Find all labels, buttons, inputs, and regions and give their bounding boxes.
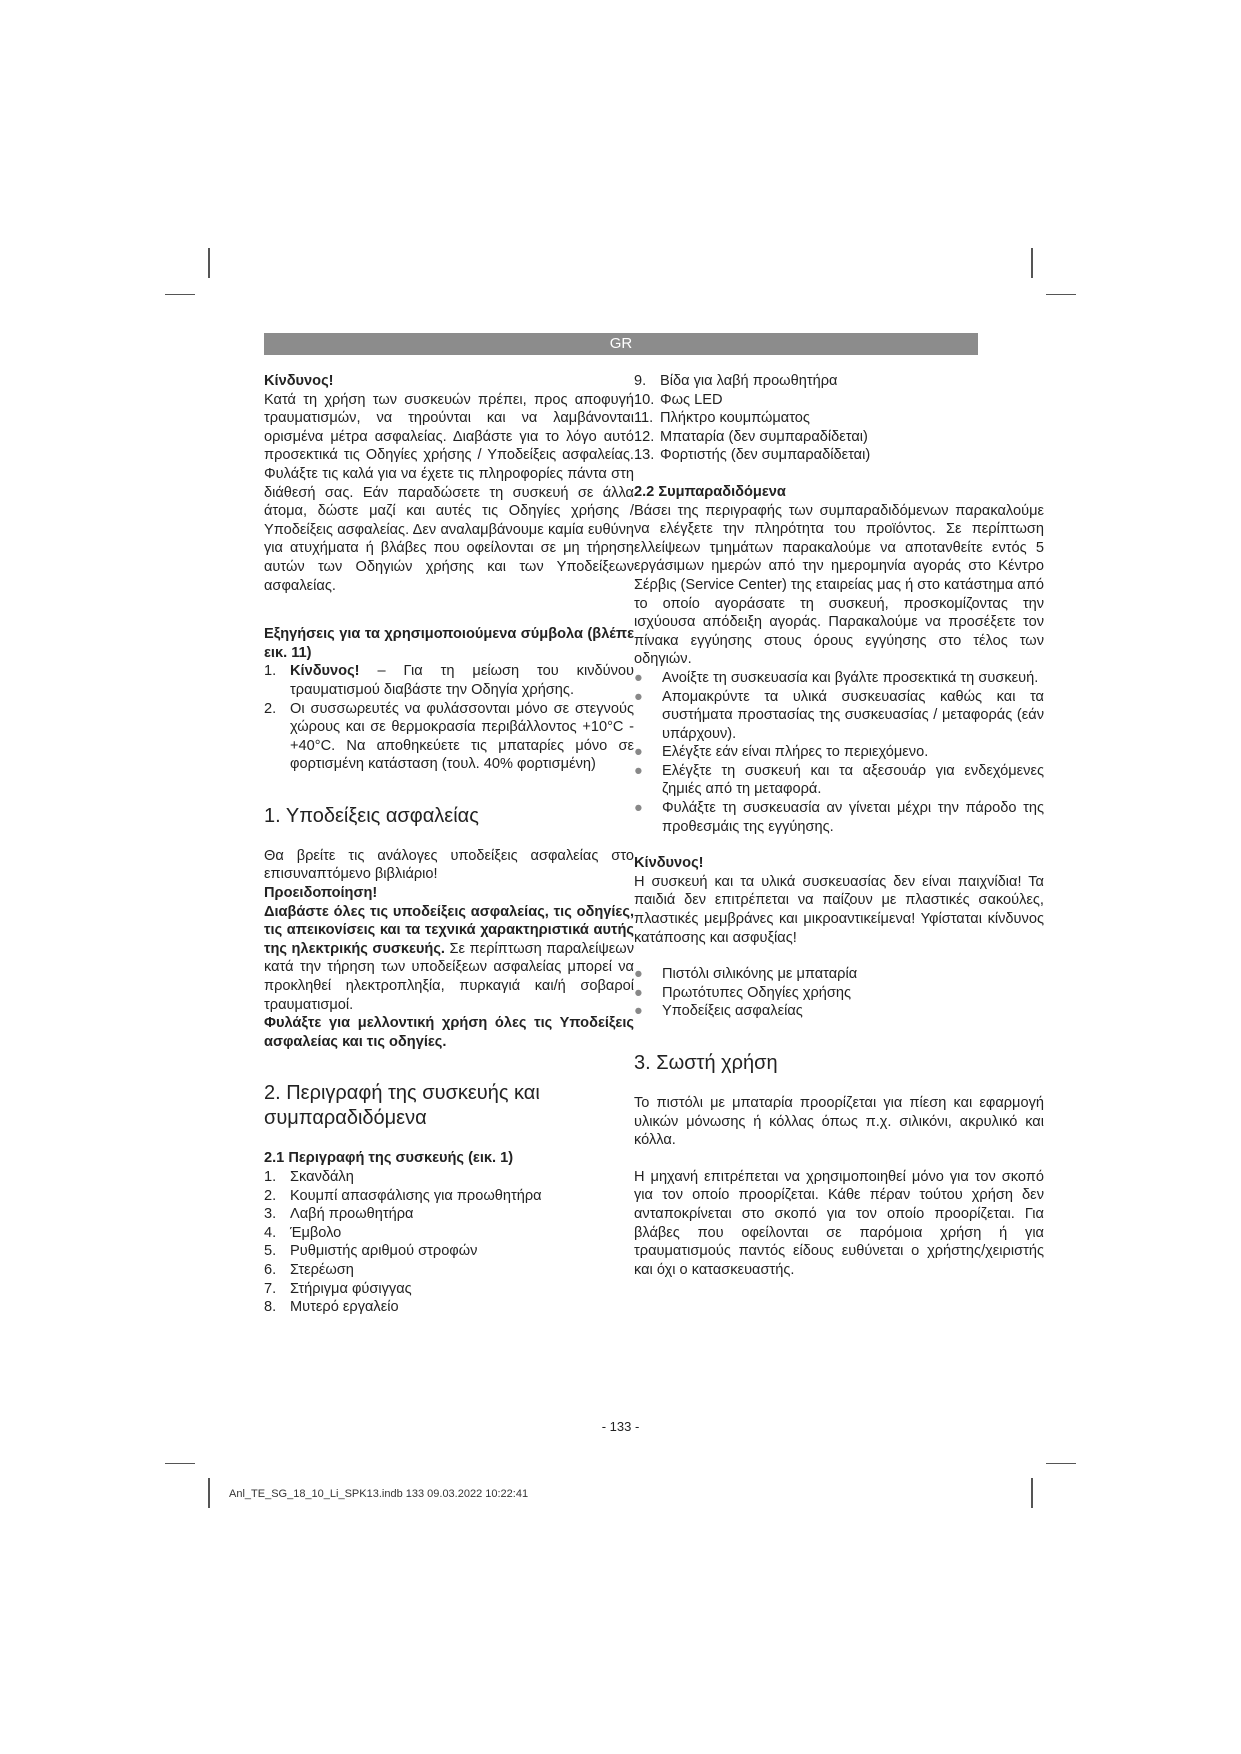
list-item: 9. Βίδα για λαβή προωθητήρα — [634, 373, 838, 389]
bullet-icon: ● — [634, 984, 643, 1001]
supplied-list — [634, 965, 1044, 1021]
list-item: 6. Στερέωση — [264, 1261, 354, 1278]
section-2-2-title: 2.2 Συμπαραδιδόμενα — [634, 483, 786, 500]
danger-text: Η συσκευή και τα υλικά συσκευασίας δεν είναι παιχνίδια! Τα παιδιά δεν επιτρέπεται να παίζουν με πλαστικές σακούλες, πλαστικές μεμβράνες και μικροαντικείμενα! Υφίσταται κίνδυνος κατάποσης και ασφυξίας! — [634, 873, 1044, 946]
check-list — [634, 669, 1044, 836]
symbols-heading: Εξηγήσεις για τα χρησιμοποιούμενα σύμβολα (βλέπε εικ. 11) — [264, 626, 634, 661]
crop-mark — [165, 294, 195, 295]
section-3-title: 3. Σωστή χρήση — [634, 1052, 778, 1074]
list-item: 1. Σκανδάλη — [264, 1169, 354, 1185]
crop-mark — [208, 1478, 210, 1508]
parts-list — [264, 1168, 634, 1317]
language-code: GR — [609, 335, 633, 352]
list-item: ● Απομακρύντε τα υλικά συσκευασίας καθώς και τα συστήματα προστασίας της συσκευασίας / μεταφοράς (εάν υπάρχουν). — [634, 688, 1044, 742]
list-item: 2. Κουμπί απασφάλισης για προωθητήρα — [264, 1187, 542, 1204]
crop-mark — [1046, 1463, 1076, 1464]
list-item: ● Φυλάξτε τη συσκευασία αν γίνεται μέχρι την πάροδο της προθεσμάις της εγγύησης. — [634, 800, 1044, 835]
crop-mark — [1031, 248, 1033, 278]
list-item: 8. Μυτερό εργαλείο — [264, 1299, 399, 1316]
crop-mark — [1031, 1478, 1033, 1508]
section-1-title: 1. Υποδείξεις ασφαλείας — [264, 804, 479, 827]
symbol-item: 1. Κίνδυνος! – Για τη μείωση του κινδύνου τραυματισμού διαβάστε την Οδηγία χρήσης. — [264, 663, 634, 698]
list-item: ● Ανοίξτε τη συσκευασία και βγάλτε προσεκτικά τη συσκευή. — [634, 669, 1039, 686]
list-item: ● Ελέγξτε εάν είναι πλήρες το περιεχόμενο. — [634, 744, 929, 761]
list-item: ● Πρωτότυπες Οδηγίες χρήσης — [634, 984, 852, 1001]
warning-title: Προειδοποίηση! — [264, 885, 378, 902]
bullet-icon: ● — [634, 966, 643, 983]
list-item: ● Ελέγξτε τη συσκευή και τα αξεσουάρ για ενδεχόμενες ζημιές από τη μεταφορά. — [634, 762, 1044, 798]
right-column — [634, 372, 1044, 1279]
section-3-text: Η μηχανή επιτρέπεται να χρησιμοποιηθεί μόνο για τον σκοπό για τον οποίο προορίζεται. Κάθε πέραν τούτου χρήση δεν ανταποκρίνεται στο σκοπό για τον οποίο προορίζεται. Για βλάβες που οφείλονται σε παρόμοια χρήση ή για τραυματισμούς παντός είδους ευθύνεται ο χρήστης/χειριστής και όχι ο κατασκευαστής. — [634, 1168, 1044, 1278]
list-item: 10. Φως LED — [634, 391, 723, 408]
language-header-bar — [264, 333, 978, 355]
bullet-icon: ● — [634, 800, 643, 817]
left-column — [264, 372, 634, 1317]
list-item: 5. Ρυθμιστής αριθμού στροφών — [264, 1243, 478, 1260]
danger-title: Κίνδυνος! — [634, 855, 704, 872]
crop-mark — [208, 248, 210, 278]
danger-title: Κίνδυνος! — [264, 373, 334, 389]
list-item: 12. Μπαταρία (δεν συμπαραδίδεται) — [634, 428, 868, 445]
crop-mark — [165, 1463, 195, 1464]
section-2-1-title: 2.1 Περιγραφή της συσκευής (εικ. 1) — [264, 1150, 514, 1167]
bullet-icon: ● — [634, 1003, 643, 1020]
list-item: ● Υποδείξεις ασφαλείας — [634, 1003, 803, 1020]
keep-instructions: Φυλάξτε για μελλοντική χρήση όλες τις Υποδείξεις ασφαλείας και τις οδηγίες. — [264, 1015, 634, 1050]
list-item: 7. Στήριγμα φύσιγγας — [264, 1280, 412, 1297]
section-2-2-text: Βάσει της περιγραφής των συμπαραδιδόμενων παρακαλούμε να ελέγξετε την πληρότητα του προϊόντος. Σε περίπτωση ελλείψεων τμημάτων παρακαλούμε να αποτανθείτε εντός 5 εργάσιμων ημερών από την ημερομηνία αγοράς στο Κέντρο Σέρβις (Service Center) της εταιρείας μας ή στο κατάστημα από το οποίο αγοράσατε τη συσκευή, προσκομίζοντας την ισχύουσα απόδειξη αγοράς. Παρακαλούμε να προσέξετε τον πίνακα εγγύησης στους όρους εγγύησης στο τέλος των οδηγιών. — [634, 502, 1044, 668]
list-item: 4. Έμβολο — [264, 1224, 342, 1241]
list-item: 3. Λαβή προωθητήρα — [264, 1206, 414, 1223]
list-item: ● Πιστόλι σιλικόνης με μπαταρία — [634, 966, 858, 983]
section-2-title: 2. Περιγραφή της συσκευής και συμπαραδιδόμενα — [264, 1082, 540, 1130]
bullet-icon: ● — [634, 669, 643, 686]
section-1-text: Θα βρείτε τις ανάλογες υποδείξεις ασφαλείας στο επισυναπτόμενο βιβλιάριο! — [264, 847, 634, 883]
parts-list-continued — [634, 372, 1044, 465]
list-item: 11. Πλήκτρο κουμπώματος — [634, 410, 810, 427]
crop-mark — [1046, 294, 1076, 295]
danger-text: Κατά τη χρήση των συσκευών πρέπει, προς αποφυγή τραυματισμών, να τηρούνται και να λαμβάνονται ορισμένα μέτρα ασφαλείας. Διαβάστε για το λόγο αυτό προσεκτικά τις Οδηγίες χρήσης / Υποδείξεις ασφαλείας. Φυλάξτε τις καλά για να έχετε τις πληροφορίες πάντα στη διάθεσή σας. Εάν παραδώσετε τη συσκευή σε άλλα άτομα, δώστε μαζί και αυτές τις Οδηγίες χρήσης / Υποδείξεις ασφαλείας. Δεν αναλαμβάνουμε καμία ευθύνη για ατυχήματα ή βλάβες που οφείλονται σε μη τήρηση αυτών των Οδηγιών χρήσης και των Υποδείξεων ασφαλείας. — [264, 391, 634, 594]
print-file-info: Anl_TE_SG_18_10_Li_SPK13.indb 133 09.03.2022 10:22:41 — [229, 1488, 529, 1500]
bullet-icon: ● — [634, 762, 643, 779]
bullet-icon: ● — [634, 744, 643, 761]
symbol-item: 2. Οι συσσωρευτές να φυλάσσονται μόνο σε στεγνούς χώρους και σε θερμοκρασία περιβάλλοντος +10°C - +40°C. Να αποθηκεύετε τις μπαταρίες μόνο σε φορτισμένη κατάσταση (τουλ. 40% φορτισμένη) — [264, 700, 634, 773]
page-number: - 133 - — [601, 1419, 640, 1434]
bullet-icon: ● — [634, 688, 643, 705]
section-3-text: Το πιστόλι με μπαταρία προορίζεται για πίεση και εφαρμογή υλικών μόνωσης ή κόλλας όπως π.χ. σιλικόνι, ακρυλικό και κόλλα. — [634, 1095, 1044, 1149]
warning-text: Διαβάστε όλες τις υποδείξεις ασφαλείας, τις οδηγίες, τις απεικονίσεις και τα τεχνικά χαρακτηριστικά αυτής της ηλεκτρικής συσκευής. Σε περίπτωση παραλείψεων κατά την τήρηση των υποδείξεων ασφαλείας μπορεί να προκληθεί ηλεκτροπληξία, πυρκαγιά και/ή σοβαροί τραυματισμοί. — [264, 903, 634, 1013]
list-item: 13. Φορτιστής (δεν συμπαραδίδεται) — [634, 447, 871, 464]
